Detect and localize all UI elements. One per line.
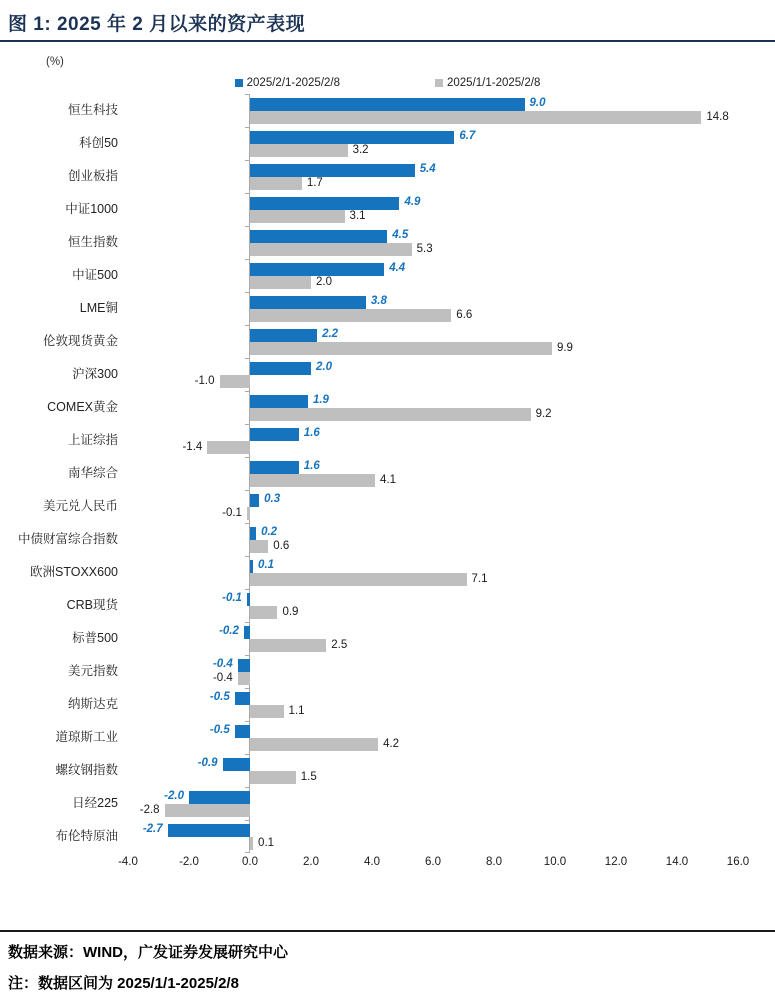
bar-ytd bbox=[250, 210, 345, 223]
category-label: 创业板指 bbox=[67, 169, 118, 183]
bar-ytd bbox=[250, 573, 467, 586]
bar-ytd bbox=[250, 837, 253, 850]
axis-tick bbox=[245, 523, 249, 524]
x-tick-label: 14.0 bbox=[665, 856, 689, 868]
bar-ytd bbox=[250, 540, 268, 553]
axis-tick bbox=[245, 556, 249, 557]
axis-tick bbox=[245, 852, 249, 853]
bar-feb bbox=[250, 362, 311, 375]
value-label-feb: -0.1 bbox=[222, 592, 242, 604]
value-label-feb: 4.9 bbox=[404, 196, 421, 208]
category-label: COMEX黄金 bbox=[47, 400, 118, 414]
axis-tick bbox=[245, 292, 249, 293]
legend-item-feb bbox=[235, 77, 340, 89]
bar-feb bbox=[250, 461, 299, 474]
bar-feb bbox=[250, 296, 366, 309]
value-label-feb: 6.7 bbox=[459, 130, 476, 142]
axis-tick bbox=[245, 688, 249, 689]
category-label: 布伦特原油 bbox=[55, 829, 118, 843]
axis-tick bbox=[245, 787, 249, 788]
bar-feb bbox=[250, 197, 399, 210]
bar-ytd bbox=[250, 705, 284, 718]
value-label-ytd: 2.5 bbox=[331, 639, 348, 651]
bar-ytd bbox=[250, 177, 302, 190]
value-label-ytd: 6.6 bbox=[456, 309, 473, 321]
axis-tick bbox=[245, 457, 249, 458]
category-label: 螺纹钢指数 bbox=[55, 763, 118, 777]
bar-ytd bbox=[250, 342, 552, 355]
category-label: 标普500 bbox=[72, 631, 118, 645]
bar-feb bbox=[250, 164, 415, 177]
value-label-ytd: -1.0 bbox=[194, 375, 215, 387]
bar-feb bbox=[250, 329, 317, 342]
category-label: 中证1000 bbox=[65, 202, 118, 216]
bar-ytd bbox=[250, 111, 701, 124]
axis-tick bbox=[245, 226, 249, 227]
x-tick-label: 10.0 bbox=[543, 856, 567, 868]
axis-tick bbox=[245, 94, 249, 95]
value-label-ytd: 1.7 bbox=[306, 177, 323, 189]
bar-feb bbox=[235, 725, 250, 738]
chart-legend bbox=[0, 77, 775, 89]
category-label: CRB现货 bbox=[66, 598, 118, 612]
category-label: LME铜 bbox=[79, 301, 118, 315]
legend-label-feb: 2025/2/1-2025/2/8 bbox=[246, 77, 340, 89]
note-text: 注：数据区间为 2025/1/1-2025/2/8 bbox=[8, 975, 239, 992]
bar-feb bbox=[168, 824, 250, 837]
legend-label-ytd: 2025/1/1-2025/2/8 bbox=[447, 77, 541, 89]
footer-divider bbox=[0, 930, 775, 932]
value-label-feb: -0.5 bbox=[209, 724, 230, 736]
bar-feb bbox=[244, 626, 250, 639]
value-label-feb: 2.0 bbox=[316, 361, 332, 373]
bar-feb bbox=[250, 560, 253, 573]
x-tick-label: -2.0 bbox=[179, 856, 199, 868]
category-label: 南华综合 bbox=[67, 466, 118, 480]
category-label: 沪深300 bbox=[72, 367, 118, 381]
value-label-feb: 1.6 bbox=[303, 427, 320, 439]
value-label-feb: -0.2 bbox=[219, 625, 239, 637]
x-tick-label: -4.0 bbox=[118, 856, 138, 868]
value-label-feb: 0.2 bbox=[261, 526, 278, 538]
bar-feb bbox=[250, 494, 259, 507]
bar-ytd bbox=[247, 507, 250, 520]
value-label-feb: 1.9 bbox=[312, 394, 329, 406]
axis-tick bbox=[245, 754, 249, 755]
legend-swatch-feb bbox=[235, 79, 243, 87]
category-label: 恒生科技 bbox=[67, 103, 118, 117]
value-label-ytd: 1.5 bbox=[300, 771, 317, 783]
value-label-ytd: 7.1 bbox=[471, 573, 488, 585]
bar-feb bbox=[247, 593, 250, 606]
bar-feb bbox=[223, 758, 250, 771]
bar-feb bbox=[250, 131, 454, 144]
axis-tick bbox=[245, 820, 249, 821]
bar-ytd bbox=[250, 144, 348, 157]
title-rule bbox=[0, 40, 775, 42]
unit-label: (%) bbox=[46, 56, 64, 68]
value-label-feb: 2.2 bbox=[322, 328, 339, 340]
value-label-ytd: -2.8 bbox=[139, 804, 160, 816]
value-label-ytd: 9.9 bbox=[556, 342, 573, 354]
value-label-feb: -2.7 bbox=[142, 823, 163, 835]
value-label-ytd: -0.4 bbox=[212, 672, 233, 684]
value-label-ytd: 0.9 bbox=[282, 606, 299, 618]
value-label-ytd: -0.1 bbox=[222, 507, 242, 519]
value-label-ytd: 9.2 bbox=[535, 408, 552, 420]
category-label: 纳斯达克 bbox=[67, 697, 118, 711]
value-label-ytd: 5.3 bbox=[416, 243, 433, 255]
value-label-feb: -0.4 bbox=[212, 658, 233, 670]
x-tick-label: 0.0 bbox=[242, 856, 258, 868]
category-label: 伦敦现货黄金 bbox=[42, 334, 118, 348]
axis-tick bbox=[245, 622, 249, 623]
axis-tick bbox=[245, 127, 249, 128]
bar-ytd bbox=[250, 771, 296, 784]
figure-title: 图 1: 2025 年 2 月以来的资产表现 bbox=[8, 14, 306, 35]
category-label: 美元兑人民币 bbox=[42, 499, 118, 513]
bar-ytd bbox=[220, 375, 251, 388]
axis-tick bbox=[245, 391, 249, 392]
value-label-feb: -0.5 bbox=[209, 691, 230, 703]
value-label-ytd: 0.6 bbox=[273, 540, 290, 552]
x-tick-label: 16.0 bbox=[726, 856, 750, 868]
axis-tick bbox=[245, 589, 249, 590]
bar-ytd bbox=[250, 309, 451, 322]
x-tick-label: 4.0 bbox=[364, 856, 380, 868]
axis-tick bbox=[245, 490, 249, 491]
bar-ytd bbox=[207, 441, 250, 454]
bar-feb bbox=[250, 395, 308, 408]
category-label: 中债财富综合指数 bbox=[17, 532, 118, 546]
bar-feb bbox=[250, 230, 387, 243]
value-label-feb: 0.1 bbox=[258, 559, 275, 571]
bar-ytd bbox=[250, 474, 375, 487]
axis-tick bbox=[245, 325, 249, 326]
bar-feb bbox=[250, 527, 256, 540]
x-tick-label: 6.0 bbox=[425, 856, 441, 868]
axis-tick bbox=[245, 358, 249, 359]
axis-tick bbox=[245, 193, 249, 194]
x-tick-label: 8.0 bbox=[486, 856, 502, 868]
legend-item-ytd bbox=[435, 77, 540, 89]
category-label: 科创50 bbox=[79, 136, 118, 150]
value-label-feb: 4.4 bbox=[389, 262, 406, 274]
value-label-feb: 1.6 bbox=[303, 460, 320, 472]
value-label-ytd: 4.1 bbox=[380, 474, 397, 486]
source-text: 数据来源：WIND，广发证券发展研究中心 bbox=[8, 944, 288, 961]
category-label: 中证500 bbox=[72, 268, 118, 282]
axis-tick bbox=[245, 721, 249, 722]
axis-tick bbox=[245, 655, 249, 656]
bar-feb bbox=[250, 98, 525, 111]
value-label-ytd: 1.1 bbox=[288, 705, 305, 717]
bar-feb bbox=[235, 692, 250, 705]
value-label-feb: 9.0 bbox=[529, 97, 546, 109]
bar-ytd bbox=[250, 276, 311, 289]
bar-ytd bbox=[250, 639, 326, 652]
value-label-ytd: 2.0 bbox=[316, 276, 332, 288]
value-label-feb: 3.8 bbox=[370, 295, 387, 307]
value-label-feb: -2.0 bbox=[164, 790, 184, 802]
category-label: 道琼斯工业 bbox=[55, 730, 118, 744]
bar-ytd bbox=[250, 408, 531, 421]
value-label-ytd: 0.1 bbox=[258, 837, 275, 849]
bar-feb bbox=[238, 659, 250, 672]
bar-ytd bbox=[250, 738, 378, 751]
category-label: 欧洲STOXX600 bbox=[29, 565, 118, 579]
legend-swatch-ytd bbox=[435, 79, 443, 87]
category-label: 美元指数 bbox=[67, 664, 118, 678]
value-label-feb: 4.5 bbox=[392, 229, 409, 241]
bar-ytd bbox=[238, 672, 250, 685]
value-label-feb: 0.3 bbox=[264, 493, 281, 505]
x-tick-label: 12.0 bbox=[604, 856, 628, 868]
value-label-feb: -0.9 bbox=[197, 757, 218, 769]
value-label-ytd: 3.2 bbox=[352, 144, 369, 156]
axis-tick bbox=[245, 424, 249, 425]
axis-tick bbox=[245, 160, 249, 161]
value-label-feb: 5.4 bbox=[419, 163, 436, 175]
x-axis-labels bbox=[0, 856, 775, 872]
category-label: 恒生指数 bbox=[67, 235, 118, 249]
x-tick-label: 2.0 bbox=[303, 856, 319, 868]
bar-ytd bbox=[250, 606, 277, 619]
value-label-ytd: 3.1 bbox=[349, 210, 366, 222]
plot-area bbox=[0, 94, 775, 853]
bar-feb bbox=[250, 263, 384, 276]
category-label: 上证综指 bbox=[67, 433, 118, 447]
value-label-ytd: 4.2 bbox=[383, 738, 400, 750]
axis-tick bbox=[245, 259, 249, 260]
bar-ytd bbox=[250, 243, 412, 256]
bar-ytd bbox=[165, 804, 250, 817]
value-label-ytd: 14.8 bbox=[706, 111, 729, 123]
bar-feb bbox=[250, 428, 299, 441]
bar-feb bbox=[189, 791, 250, 804]
category-label: 日经225 bbox=[72, 796, 118, 810]
value-label-ytd: -1.4 bbox=[182, 441, 203, 453]
